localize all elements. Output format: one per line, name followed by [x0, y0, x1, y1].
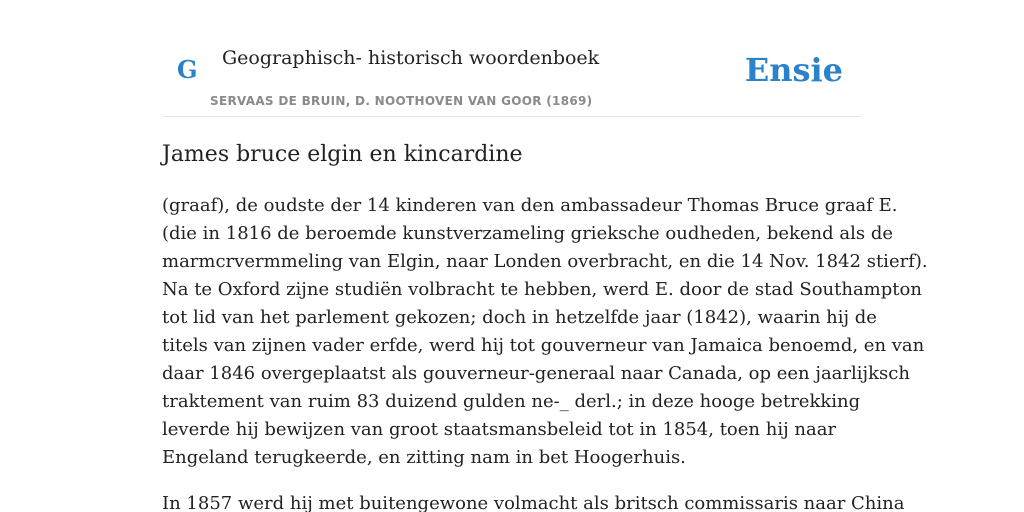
page-header [162, 0, 862, 117]
text-line: (die in 1816 de beroemde kunstverzameling grieksche oudheden, bekend als de [162, 223, 894, 244]
text-line: marmcrvermmeling van Elgin, naar Londen overbracht, en die 14 Nov. 1842 stierf). [162, 251, 928, 272]
entry-paragraph [162, 192, 928, 472]
entry-title: James bruce elgin en kincardine [162, 142, 523, 167]
entry-paragraph [162, 490, 905, 512]
text-line: traktement van ruim 83 duizend gulden ne-_ derl.; in deze hooge betrekking [162, 391, 861, 412]
text-line: tot lid van het parlement gekozen; doch in hetzelfde jaar (1842), waarin hij de [162, 307, 877, 328]
text-line: Engeland terugkeerde, en zitting nam in bet Hoogerhuis. [162, 447, 686, 468]
dictionary-authors: SERVAAS DE BRUIN, D. NOOTHOVEN VAN GOOR (1869) [210, 94, 593, 108]
ensie-logo[interactable]: Ensie [744, 51, 843, 89]
entry-body [162, 192, 928, 512]
text-line: leverde hij bewijzen van groot staatsmansbeleid tot in 1854, toen hij naar [162, 419, 837, 440]
text-line: In 1857 werd hij met buitengewone volmacht als britsch commissaris naar China [162, 493, 905, 512]
text-line: Na te Oxford zijne studiën volbracht te hebben, werd E. door de stad Southampton [162, 279, 922, 300]
dictionary-badge: G [177, 55, 198, 84]
text-line: daar 1846 overgeplaatst als gouverneur-generaal naar Canada, op een jaarlijksch [162, 363, 910, 384]
dictionary-title-link[interactable]: Geographisch- historisch woordenboek [222, 47, 600, 69]
text-line: (graaf), de oudste der 14 kinderen van den ambassadeur Thomas Bruce graaf E. [162, 195, 898, 216]
text-line: titels van zijnen vader erfde, werd hij tot gouverneur van Jamaica benoemd, en van [162, 335, 925, 356]
